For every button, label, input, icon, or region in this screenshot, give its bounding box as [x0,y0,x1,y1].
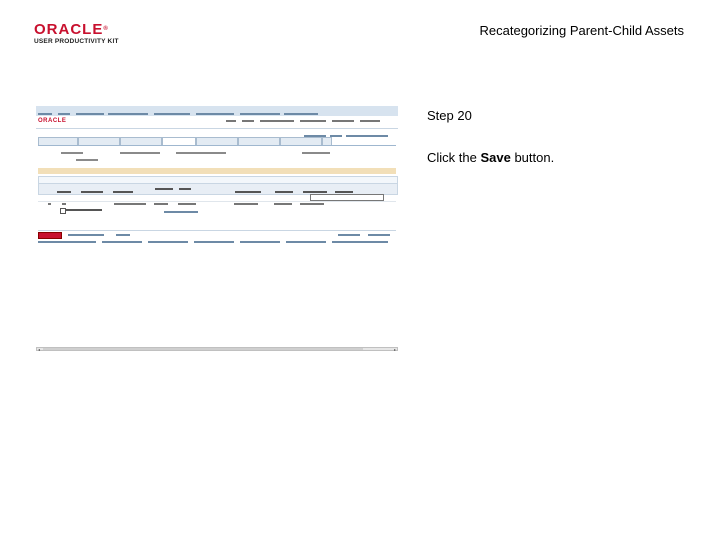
tab-child-assets[interactable] [162,137,196,145]
tab-1[interactable] [38,137,78,145]
header-links-marks [226,117,396,127]
tab-6[interactable] [238,137,280,145]
scroll-left-icon[interactable]: ◂ [38,347,41,352]
category-dropdown[interactable] [310,194,384,201]
horizontal-scrollbar[interactable] [36,347,398,351]
scroll-right-icon[interactable]: ▸ [393,347,396,352]
detail-link-marks[interactable] [164,209,204,215]
screenshot-brand-bar [36,116,398,129]
table-row [38,194,396,202]
step-instruction: Click the Save button. [427,150,555,165]
save-keyword: Save [480,150,511,165]
save-toolbar [38,230,396,238]
page-bottom-links [38,239,396,245]
oracle-wordmark: ORACLE® [34,21,109,38]
screenshot-nav-bar [36,106,398,116]
document-title: Recategorizing Parent-Child Assets [479,23,684,38]
upk-product-name: USER PRODUCTIVITY KIT [34,38,119,45]
tab-5[interactable] [196,137,238,145]
tab-more[interactable] [322,137,332,145]
step-label: Step 20 [427,108,472,123]
tab-2[interactable] [78,137,120,145]
form-field-marks [36,150,398,170]
screenshot-oracle-logo: ORACLE [38,118,67,124]
tab-7[interactable] [280,137,322,145]
scrollbar-thumb[interactable] [43,348,363,350]
oracle-upk-logo [34,22,144,48]
page-tabs [38,137,396,146]
application-screenshot [36,106,398,352]
tab-3[interactable] [120,137,162,145]
checkbox-label-marks [66,207,106,213]
parent-asset-header-bar [38,168,396,174]
